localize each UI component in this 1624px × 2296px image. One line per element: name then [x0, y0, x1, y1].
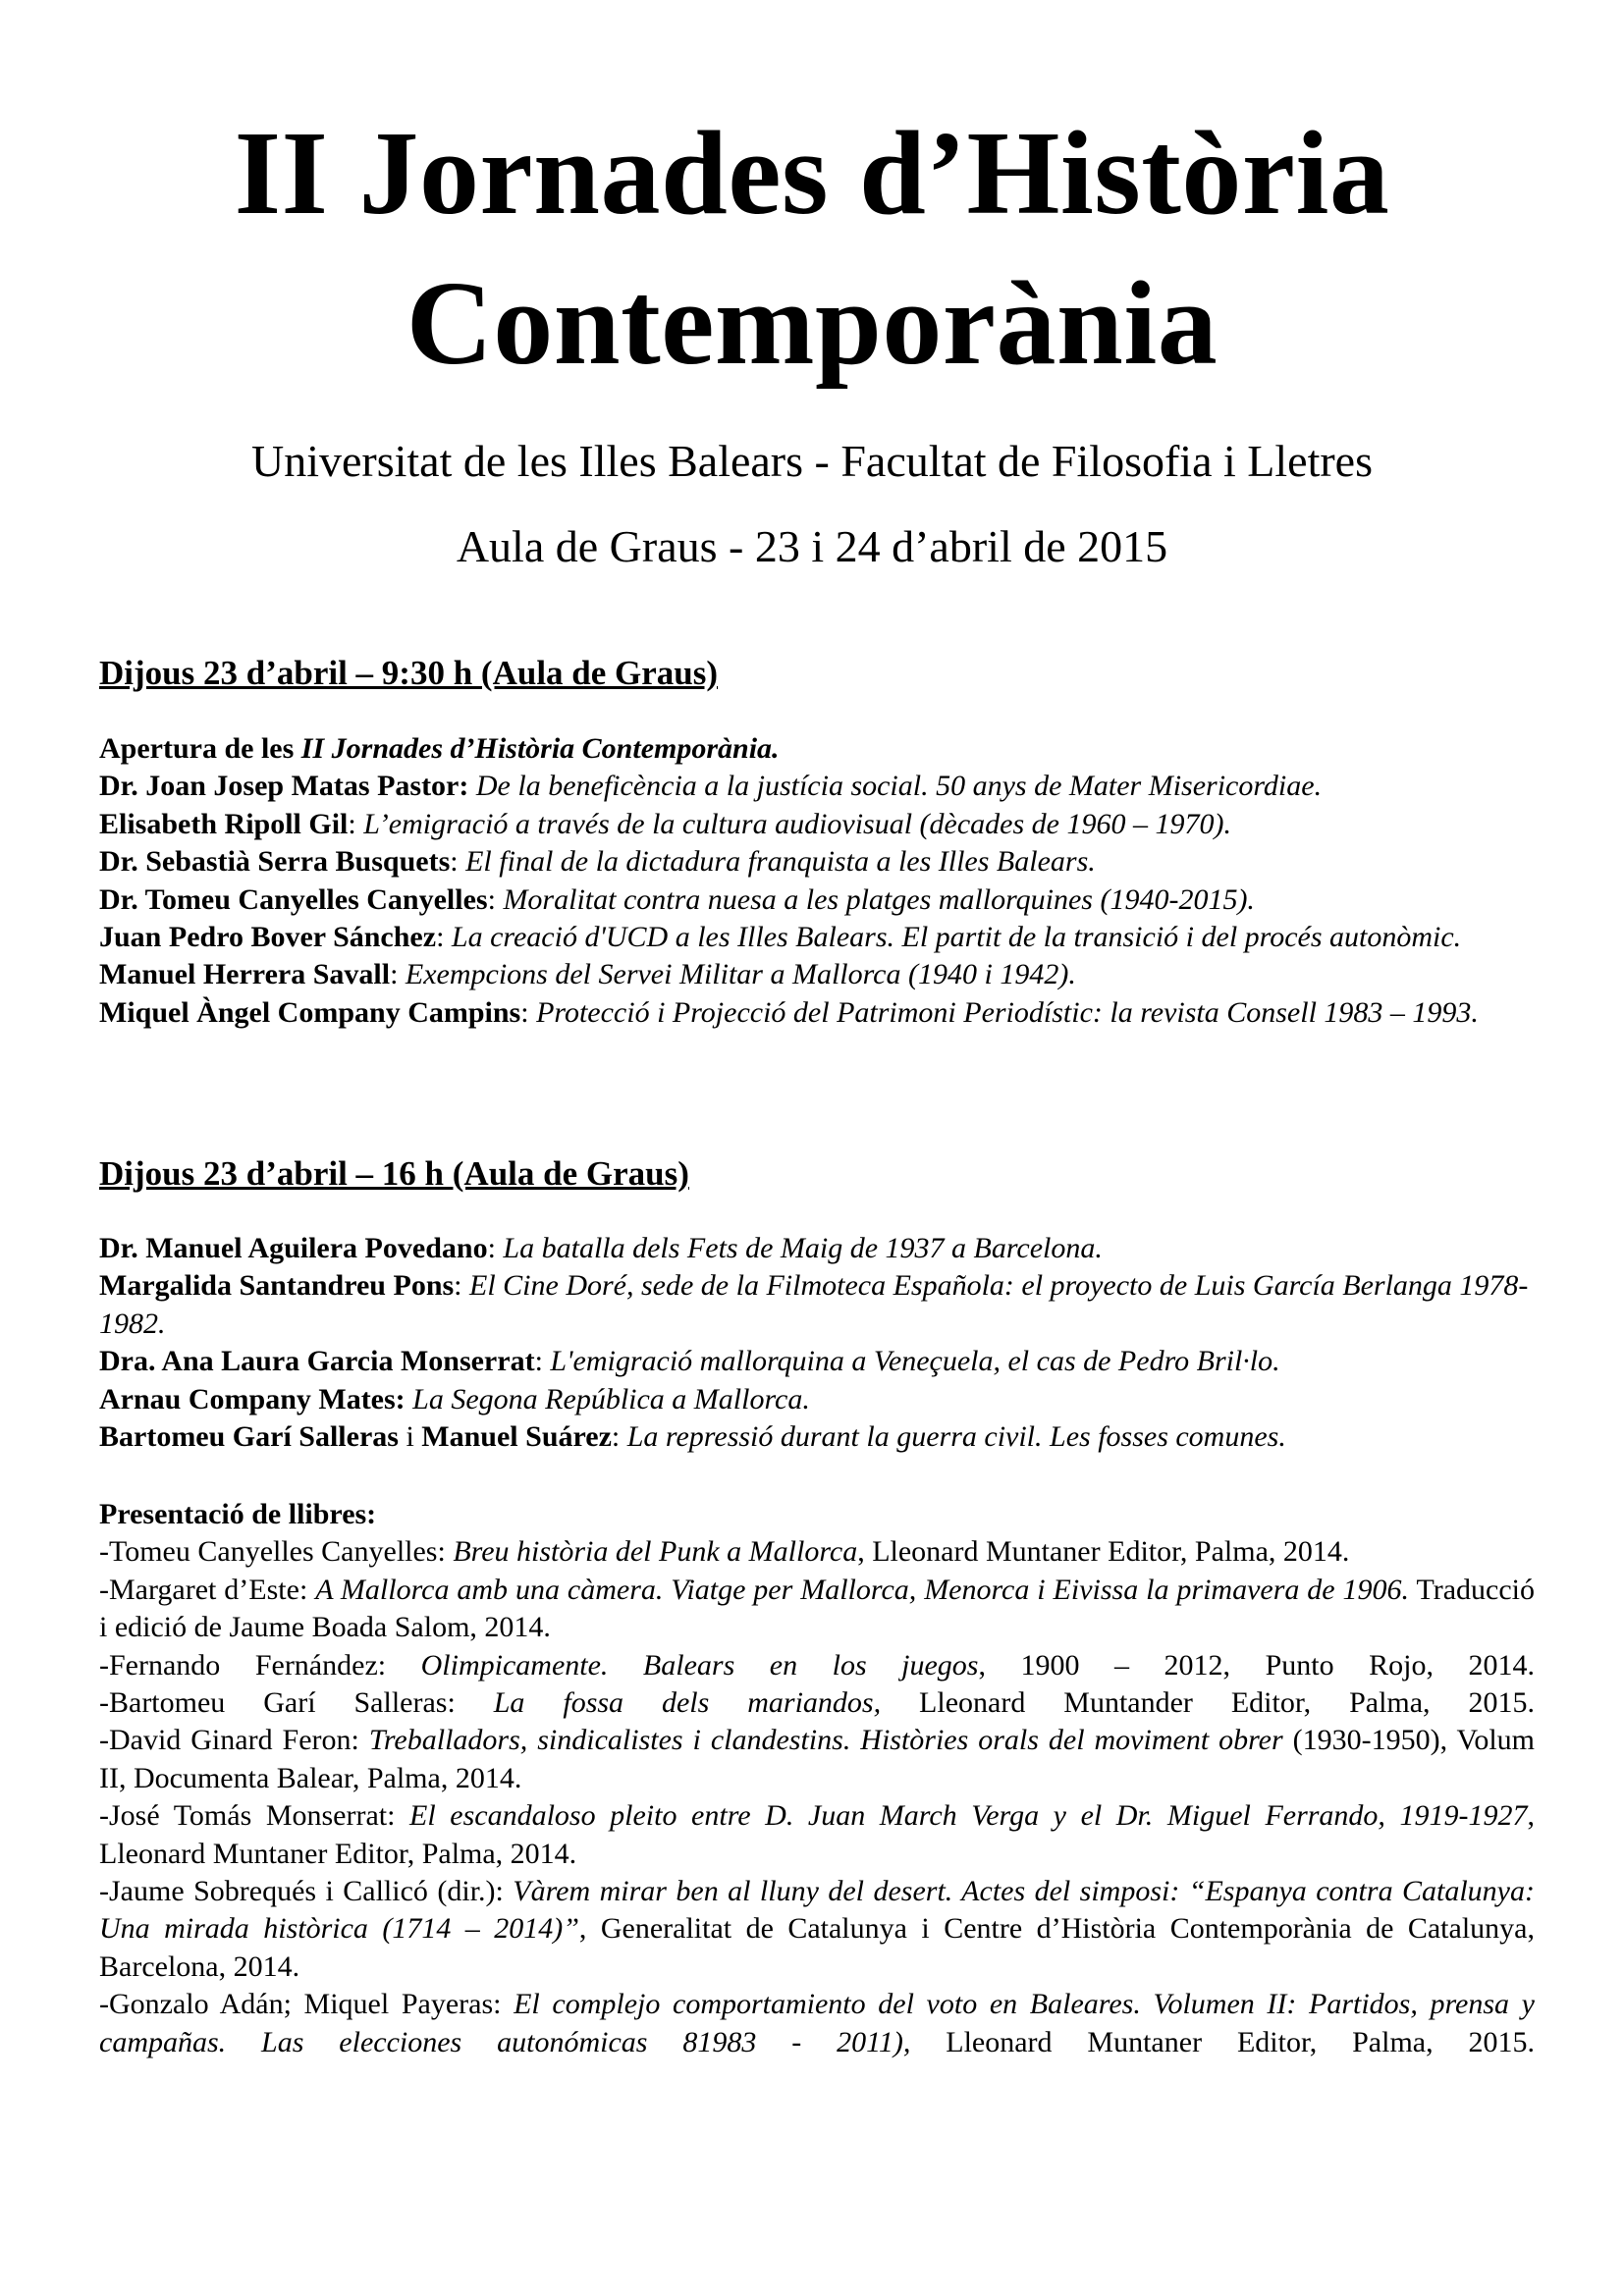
talk-separator: :: [454, 1269, 470, 1303]
talk-item: [99, 1343, 1535, 1380]
venue-date-subtitle: Aula de Graus - 23 i 24 d’abril de 2015: [456, 521, 1168, 571]
book-author: -David Ginard Feron:: [99, 1724, 369, 1757]
talk-speaker: Dr. Joan Josep Matas Pastor:: [99, 770, 469, 803]
talk-speaker: Juan Pedro Bover Sánchez: [99, 921, 437, 954]
book-details: , Lleonard Muntaner Editor, Palma, 2014.: [857, 1535, 1350, 1569]
talk-separator: :: [487, 882, 504, 916]
book-item: [99, 1533, 1535, 1571]
talk-speaker: Margalida Santandreu Pons: [99, 1269, 455, 1303]
opening-label: Apertura de les: [99, 732, 301, 765]
book-author: -Fernando Fernández:: [99, 1648, 421, 1682]
book-author: -Gonzalo Adán; Miquel Payeras:: [99, 1988, 514, 2021]
book-title: El escandaloso pleito entre D. Juan March Verga y el Dr. Miguel Ferrando, 1919-1927: [409, 1799, 1528, 1833]
talk-title: La batalla dels Fets de Maig de 1937 a Barcelona.: [503, 1232, 1103, 1264]
book-author: -Jaume Sobrequés i Callicó (dir.):: [99, 1875, 514, 1908]
book-author: -José Tomás Monserrat:: [99, 1799, 410, 1833]
talk-speaker: Dra. Ana Laura Garcia Monserrat: [99, 1345, 535, 1378]
opening-line: [99, 730, 1535, 768]
book-item: [99, 1684, 1535, 1722]
talk-separator: :: [390, 958, 406, 991]
book-title: La fossa dels mariandos,: [493, 1686, 882, 1720]
talk-item: [99, 994, 1535, 1032]
book-item: [99, 1873, 1535, 1986]
talk-title: El Cine Doré, sede de la Filmoteca Española: el proyecto de Luis García Berlanga 1978-1982.: [99, 1269, 1529, 1340]
book-details: , 1900 – 2012, Punto Rojo, 2014.: [978, 1648, 1535, 1682]
speaker-joiner: i: [398, 1420, 422, 1454]
talk-title: Protecció i Projecció del Patrimoni Periodístic: la revista Consell 1983 – 1993.: [536, 995, 1479, 1029]
talk-separator: :: [520, 995, 537, 1029]
talk-separator: :: [450, 845, 466, 879]
book-item: [99, 1572, 1535, 1647]
talk-item: [99, 1381, 1535, 1418]
book-item: [99, 1647, 1535, 1684]
books-heading: [99, 1496, 1535, 1533]
talk-title: L'emigració mallorquina a Veneçuela, el cas de Pedro Bril·lo.: [550, 1345, 1280, 1378]
talk-speaker: Arnau Company Mates:: [99, 1382, 406, 1415]
talk-item: [99, 806, 1535, 843]
talk-item: [99, 1267, 1535, 1343]
talk-separator: :: [534, 1345, 551, 1378]
book-title: Treballadors, sindicalistes i clandestins. Històries orals del moviment obrer: [368, 1724, 1283, 1757]
book-details: Traducció i edició de Jaume Boada Salom, 2014.: [99, 1573, 1535, 1644]
book-details: , Generalitat de Catalunya i Centre d’Història Contemporània de Catalunya, Barcelona, 2014.: [99, 1912, 1535, 1983]
talk-item: [99, 1418, 1535, 1456]
talk-title: Exempcions del Servei Militar a Mallorca (1940 i 1942).: [405, 958, 1076, 991]
book-item: [99, 1797, 1535, 1873]
book-author: -Bartomeu Garí Salleras:: [99, 1686, 494, 1720]
book-item: [99, 1986, 1535, 2061]
book-title: Olimpicamente. Balears en los juegos: [420, 1648, 979, 1682]
talk-item: [99, 956, 1535, 993]
talk-speaker: Miquel Àngel Company Campins: [99, 995, 521, 1029]
talk-title: La repressió durant la guerra civil. Les fosses comunes.: [626, 1420, 1286, 1454]
talk-title: Moralitat contra nuesa a les platges mallorquines (1940-2015).: [503, 882, 1255, 916]
talk-item: [99, 919, 1535, 956]
session-1-program: [99, 730, 1535, 1032]
book-title: Vàrem mirar ben al lluny del desert. Actes del simposi: “Espanya contra Catalunya: Una mirada històrica (1714 – 2014)”: [99, 1875, 1535, 1946]
talk-title: La Segona República a Mallorca.: [412, 1382, 810, 1415]
books-heading-text: Presentació de llibres:: [99, 1498, 377, 1530]
talk-separator: :: [487, 1232, 504, 1264]
book-title: El complejo comportamiento del voto en Baleares. Volumen II: Partidos, prensa y campañas. Las elecciones autonómicas 81983 - 2011),: [99, 1988, 1535, 2058]
book-details: , Lleonard Muntaner Editor, Palma, 2014.: [99, 1799, 1535, 1870]
talk-title: El final de la dictadura franquista a les Illes Balears.: [465, 845, 1096, 879]
book-details: (1930-1950), Volum II, Documenta Balear, Palma, 2014.: [99, 1724, 1535, 1794]
talk-separator: [468, 770, 476, 802]
book-author: -Margaret d’Este:: [99, 1573, 316, 1606]
book-title: Breu història del Punk a Mallorca: [453, 1535, 858, 1569]
opening-event-name: II Jornades d’Història Contemporània.: [300, 732, 780, 765]
talk-title: De la beneficència a la justícia social. 50 anys de Mater Misericordiae.: [475, 770, 1323, 803]
session-2-program: [99, 1230, 1535, 1456]
talk-separator: :: [436, 921, 452, 954]
talk-speaker: Dr. Tomeu Canyelles Canyelles: [99, 882, 488, 916]
book-title: A Mallorca amb una càmera. Viatge per Mallorca, Menorca i Eivissa la primavera de 1906.: [315, 1573, 1410, 1606]
book-details: Lleonard Muntander Editor, Palma, 2015.: [881, 1686, 1535, 1720]
talk-speaker: Dr. Manuel Aguilera Povedano: [99, 1232, 488, 1264]
talk-speaker: Manuel Suárez: [421, 1420, 612, 1454]
talk-speaker: Manuel Herrera Savall: [99, 958, 391, 991]
session-1-heading: Dijous 23 d’abril – 9:30 h (Aula de Graus): [99, 654, 719, 692]
document-title-line-2: Contemporània: [406, 257, 1218, 390]
talk-separator: :: [348, 807, 364, 840]
talk-title: La creació d'UCD a les Illes Balears. El partit de la transició i del procés autonòmic.: [451, 921, 1462, 954]
document-title-line-1: II Jornades d’Història: [234, 107, 1390, 240]
book-item: [99, 1722, 1535, 1797]
talk-speaker: Elisabeth Ripoll Gil: [99, 807, 349, 840]
book-presentations: [99, 1496, 1535, 2061]
book-author: -Tomeu Canyelles Canyelles:: [99, 1535, 454, 1569]
book-details: Lleonard Muntaner Editor, Palma, 2015.: [910, 2025, 1535, 2058]
talk-title: L’emigració a través de la cultura audiovisual (dècades de 1960 – 1970).: [363, 807, 1231, 840]
talk-item: [99, 1230, 1535, 1267]
institution-subtitle: Universitat de les Illes Balears - Facultat de Filosofia i Lletres: [250, 436, 1373, 486]
session-2-heading: Dijous 23 d’abril – 16 h (Aula de Graus): [99, 1154, 689, 1193]
talk-item: [99, 881, 1535, 919]
talk-item: [99, 843, 1535, 881]
talk-speaker: Bartomeu Garí Salleras: [99, 1420, 399, 1454]
talk-item: [99, 768, 1535, 805]
talk-speaker: Dr. Sebastià Serra Busquets: [99, 845, 451, 879]
talk-separator: :: [611, 1420, 627, 1454]
